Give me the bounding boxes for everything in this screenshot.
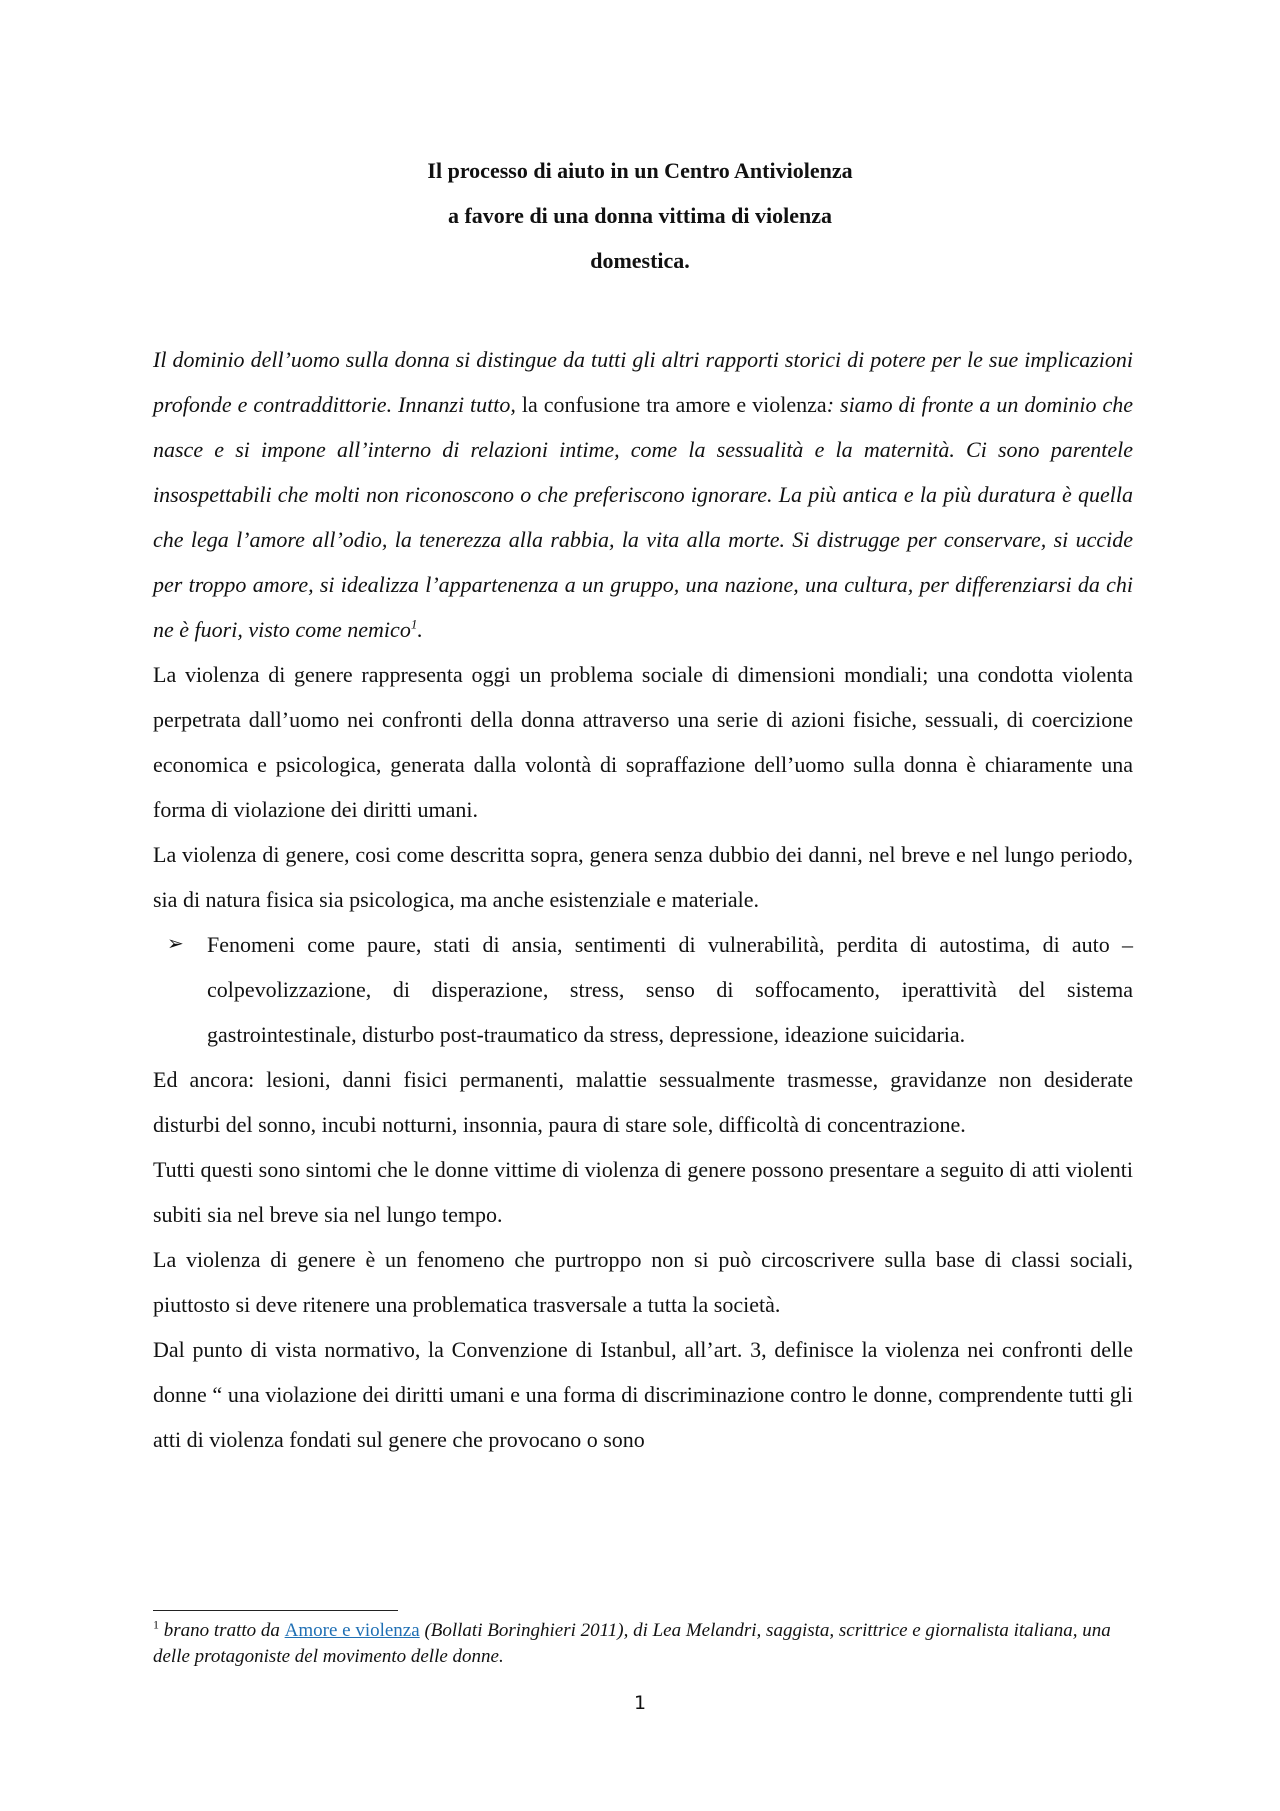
quote-end: . (417, 617, 423, 642)
footnote-separator (153, 1610, 398, 1611)
indented-paragraph-1: Ed ancora: lesioni, danni fisici permanenti, malattie sessualmente trasmesse, gravidanze non desiderate disturbi del sonno, incubi notturni, insonnia, paura di stare sole, difficoltà di concentrazione. (153, 1067, 1133, 1137)
paragraph-4: Dal punto di vista normativo, la Convenzione di Istanbul, all’art. 3, definisce la violenza nei confronti delle donne “ una violazione dei diritti umani e una forma di discriminazione contro le donne, comprendente tutti gli atti di violenza fondati sul genere che provocano o sono (153, 1337, 1133, 1452)
quote-part-3: : siamo di fronte a un dominio che nasce e si impone all’interno di relazioni intime, come la sessualità e la maternità. Ci sono parentele insospettabili che molti non riconoscono o che preferiscono ignorare. La più antica e la più duratura è quella che lega l’amore all’odio, la tenerezza alla rabbia, la vita alla morte. Si distrugge per conservare, si uccide per troppo amore, si idealizza l’appartenenza a un gruppo, una nazione, una cultura, per differenziarsi da chi ne è fuori, visto come nemico (153, 392, 1133, 642)
footnote-number: 1 (153, 1617, 159, 1632)
document-title (0, 148, 1280, 283)
paragraph-3: La violenza di genere è un fenomeno che purtroppo non si può circoscrivere sulla base di classi sociali, piuttosto si deve ritenere una problematica trasversale a tutta la società. (153, 1247, 1133, 1317)
title-line-2: a favore di una donna vittima di violenza (447, 203, 833, 228)
title-line-1: Il processo di aiuto in un Centro Antiviolenza (427, 158, 853, 183)
document-body (153, 337, 1133, 1462)
arrow-bullet-icon: ➢ (167, 933, 184, 955)
footnote-prefix: brano tratto da (159, 1620, 285, 1641)
paragraph-1: La violenza di genere rappresenta oggi un problema sociale di dimensioni mondiali; una condotta violenta perpetrata dall’uomo nei confronti della donna attraverso una serie di azioni fisiche, sessuali, di coercizione economica e psicologica, generata dalla volontà di sopraffazione dell’uomo sulla donna è chiaramente una forma di violazione dei diritti umani. (153, 662, 1133, 822)
title-line-3: domestica. (590, 248, 690, 273)
paragraph-2: La violenza di genere, cosi come descritta sopra, genera senza dubbio dei danni, nel breve e nel lungo periodo, sia di natura fisica sia psicologica, ma anche esistenziale e materiale. (153, 842, 1133, 912)
page-number: 1 (633, 1692, 647, 1714)
footnote-suffix: (Bollati Boringhieri 2011), di Lea Melandri, saggista, scrittrice e giornalista italiana, una delle protagoniste del movimento delle donne. (153, 1620, 1111, 1667)
quote-part-1: Il dominio dell’uomo sulla donna si distingue da tutti gli altri rapporti storici di potere per le sue implicazioni profonde e contraddittorie. Innanzi tutto, (153, 347, 1133, 417)
quote-part-2: la confusione tra amore e violenza (515, 392, 827, 417)
opening-quote (153, 337, 1133, 652)
bullet-item (153, 922, 1133, 1057)
indented-paragraph-2: Tutti questi sono sintomi che le donne vittime di violenza di genere possono presentare a seguito di atti violenti subiti sia nel breve sia nel lungo tempo. (153, 1157, 1133, 1227)
bullet-text: Fenomeni come paure, stati di ansia, sentimenti di vulnerabilità, perdita di autostima, di auto – colpevolizzazione, di disperazione, stress, senso di soffocamento, iperattività del sistema gastrointestinale, disturbo post-traumatico da stress, depressione, ideazione suicidaria. (207, 932, 1133, 1047)
footnote-link[interactable]: Amore e violenza (284, 1620, 420, 1641)
footnote (153, 1618, 1133, 1670)
footnote-reference[interactable]: 1 (410, 616, 418, 632)
